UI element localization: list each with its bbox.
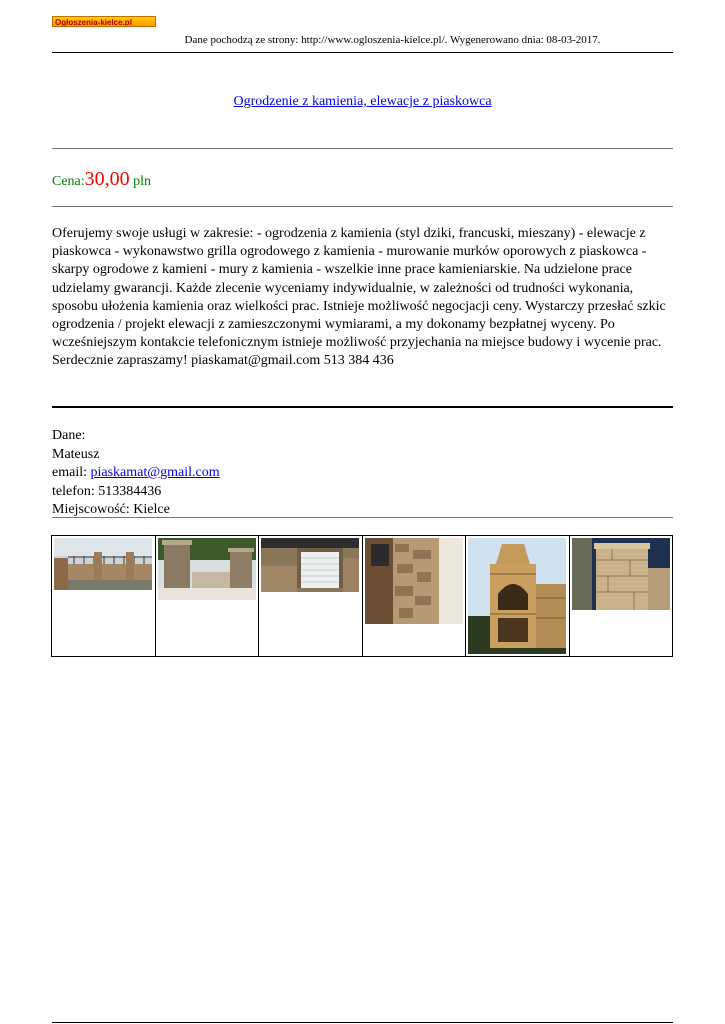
divider: [52, 517, 673, 518]
contact-block: [52, 427, 220, 520]
garage-stone-facade-photo[interactable]: [261, 538, 359, 592]
price-value: 30,00: [84, 168, 130, 190]
divider: [52, 148, 673, 149]
gallery-cell: [363, 536, 467, 656]
sandstone-wall-corner-photo[interactable]: [365, 538, 463, 624]
gallery-cell: [52, 536, 156, 656]
gallery-cell: [156, 536, 260, 656]
stone-grill-photo[interactable]: [468, 538, 566, 654]
sandstone-pillar-photo[interactable]: [572, 538, 670, 610]
email-link[interactable]: piaskamat@gmail.com: [90, 465, 220, 480]
contact-email-row: [52, 464, 220, 483]
contact-phone-row: [52, 483, 220, 502]
source-note: Dane pochodzą ze strony: http://www.ogloszenia-kielce.pl/. Wygenerowano dnia: 08-03-2017.: [184, 34, 601, 46]
contact-name: Mateusz: [52, 446, 100, 462]
photo-gallery: [51, 535, 673, 657]
city-label: Miejscowość:: [52, 502, 134, 517]
price-currency: pln: [133, 174, 152, 189]
footer-divider: [52, 1022, 673, 1023]
email-label: email:: [52, 465, 91, 480]
gallery-cell: [466, 536, 570, 656]
divider: [52, 206, 673, 207]
price-label: Cena:: [52, 174, 85, 189]
stone-pillar-photo[interactable]: [158, 538, 256, 600]
gallery-cell: [570, 536, 673, 656]
listing-title[interactable]: Ogrodzenie z kamienia, elewacje z piaskowca: [233, 94, 492, 109]
contact-heading: Dane:: [52, 428, 86, 443]
phone-label: telefon:: [52, 483, 99, 499]
divider: [52, 52, 673, 53]
stone-fence-photo[interactable]: [54, 538, 152, 590]
site-logo: Ogłoszenia-kielce.pl: [52, 16, 156, 27]
city-value: Kielce: [133, 502, 170, 517]
price-line: [52, 168, 151, 191]
phone-value: 513384436: [98, 483, 162, 499]
divider: [52, 406, 673, 408]
gallery-cell: [259, 536, 363, 656]
listing-description: Oferujemy swoje usługi w zakresie: - ogrodzenia z kamienia (styl dziki, francuski, mieszany) - elewacje z piaskowca - wykonawstwo grilla ogrodowego z kamienia - murowanie murków oporowych z piaskowca - skarpy ogrodowe z kamieni - mury z kamienia - wszelkie inne prace kamieniarskie. Na udzielone prace udzielamy gwarancji. Każde zlecenie wyceniamy indywidualnie, w zależności od trudności wykonania, sposobu ułożenia kamienia oraz wielkości prac. Istnieje możliwość negocjacji ceny. Wystarczy przesłać szkic ogrodzenia / projekt elewacji z zamieszczonymi wymiarami, a my dokonamy bezpłatnej wyceny. Po wcześniejszym kontakcie telefonicznym istnieje możliwość przyjechania na miejsce budowy i wycenie prac. Serdecznie zapraszamy! piaskamat@gmail.com 513 384 436: [52, 226, 666, 369]
